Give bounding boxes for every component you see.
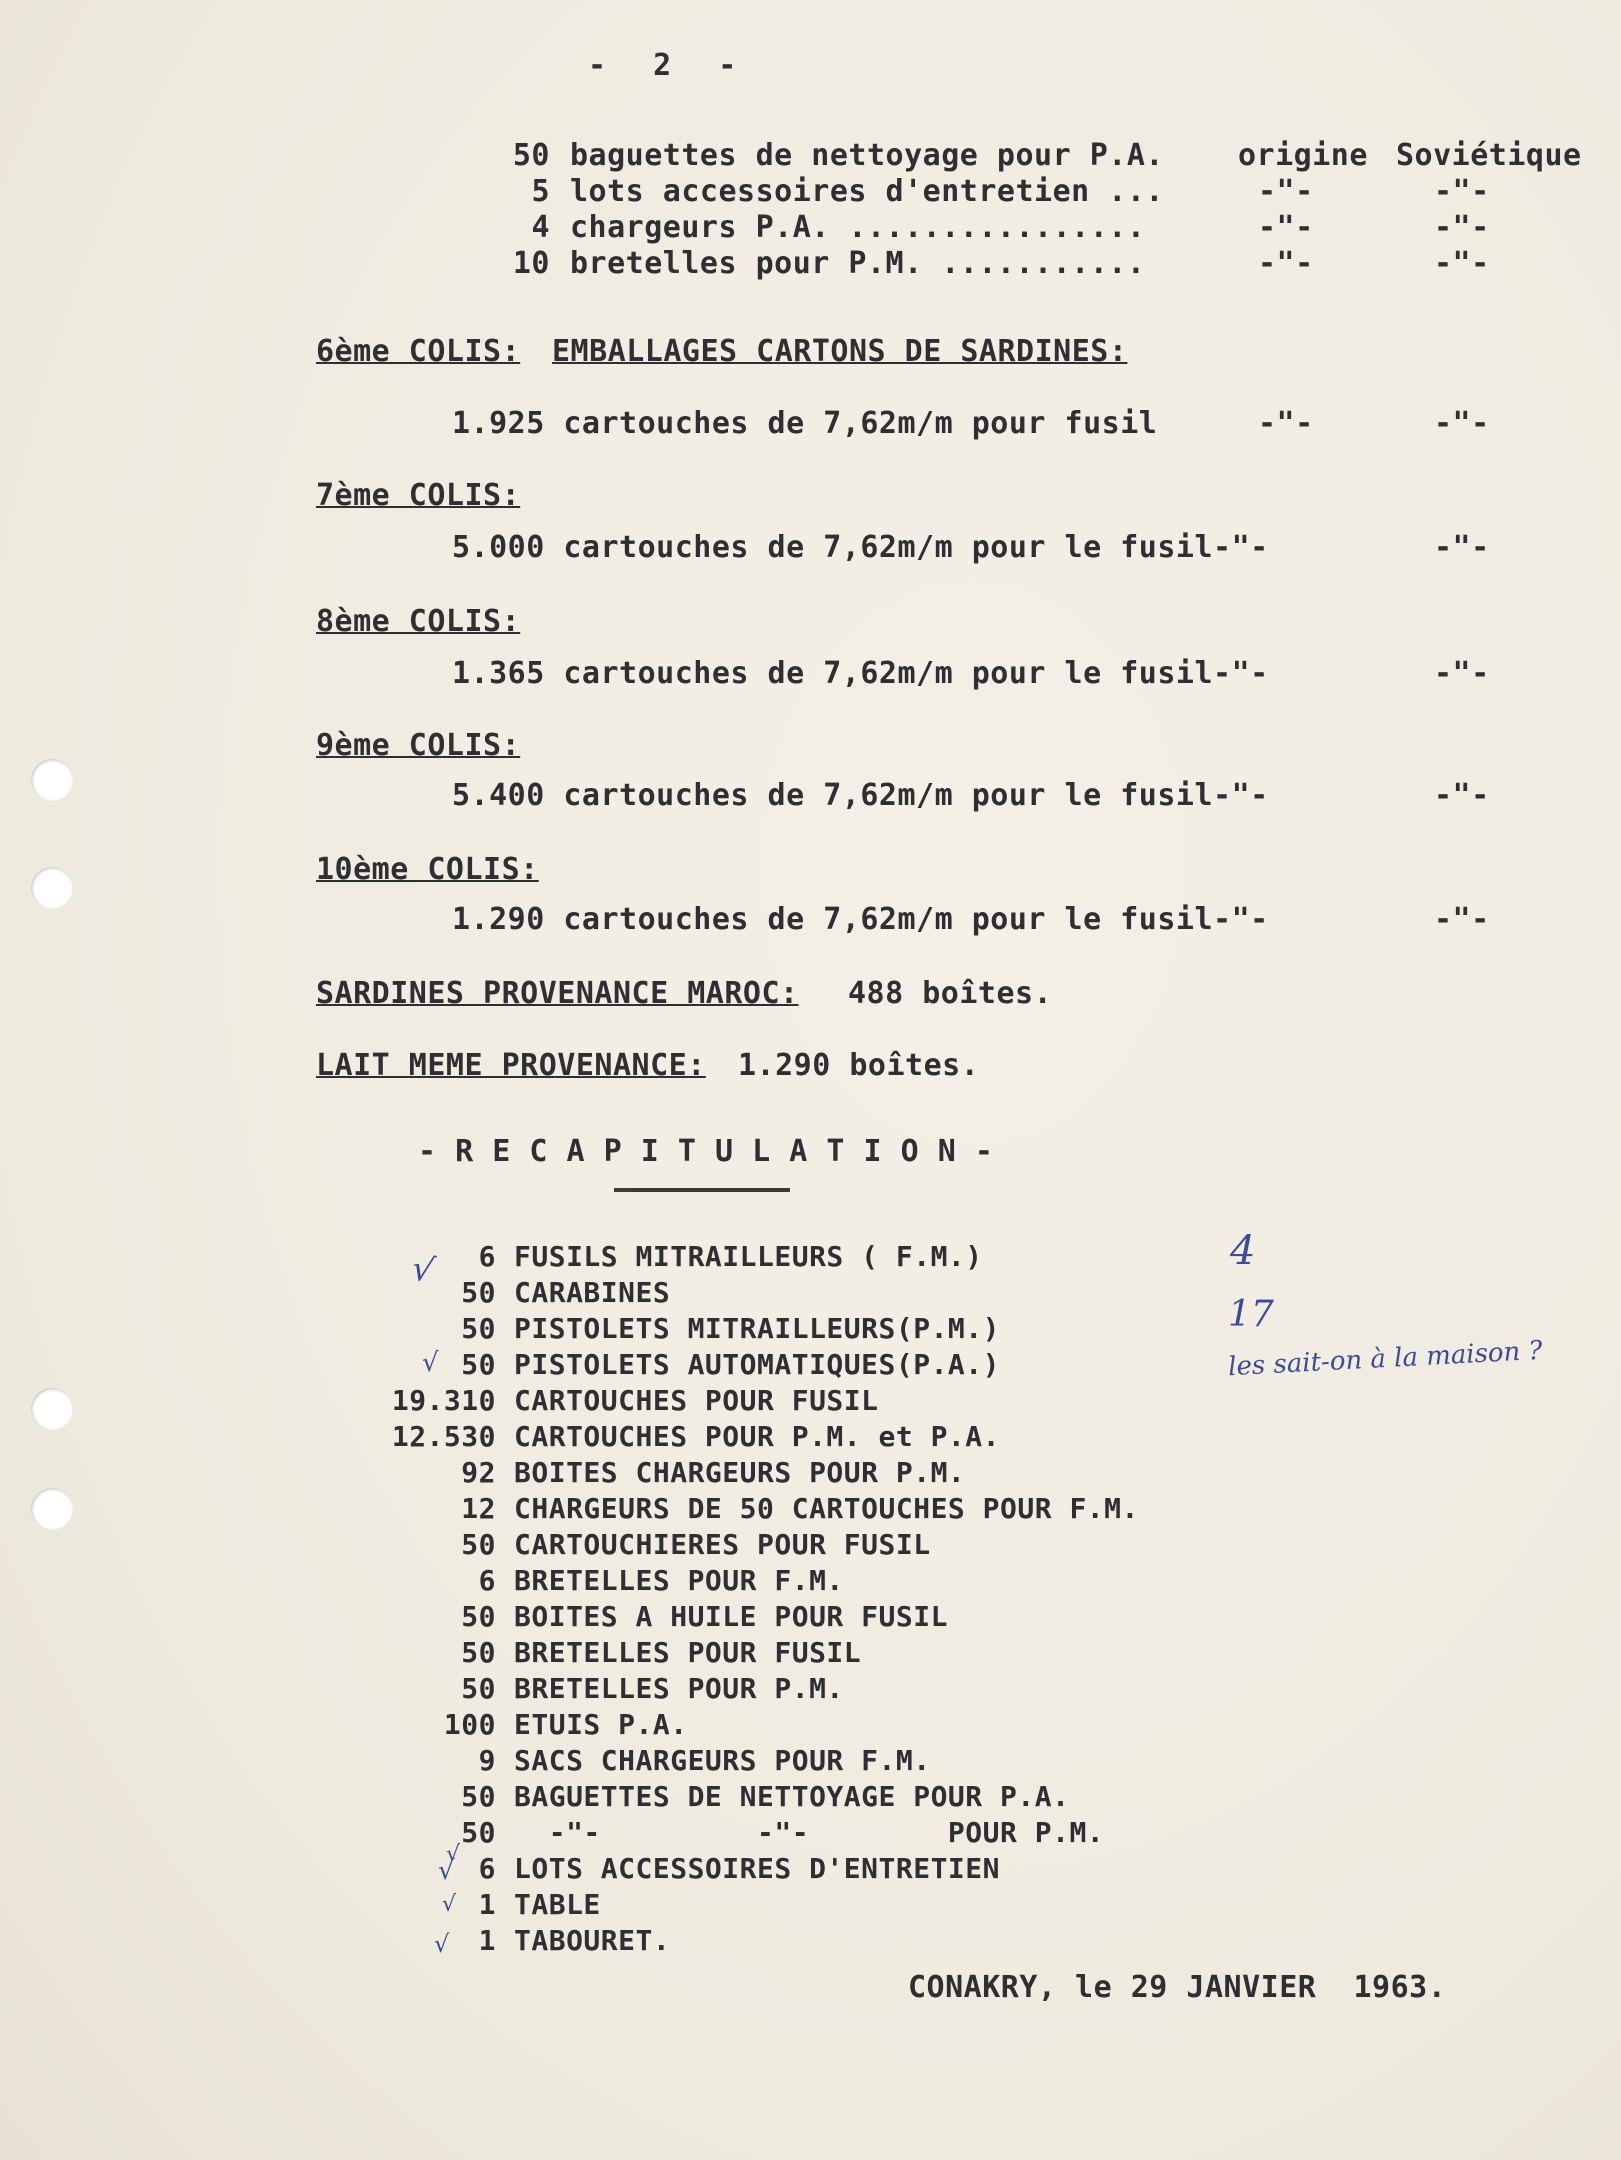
- punch-hole: [31, 1488, 73, 1530]
- top-item-qty: 50: [512, 138, 550, 173]
- top-item-col1: origine: [1238, 138, 1368, 173]
- sardines-value: 488 boîtes.: [848, 976, 1053, 1011]
- colis-line: 1.365 cartouches de 7,62m/m pour le fusil-"-: [452, 656, 1269, 691]
- recap-desc: CHARGEURS DE 50 CARTOUCHES POUR F.M.: [514, 1492, 1139, 1525]
- recap-qty: 6: [478, 1240, 496, 1273]
- recap-desc: -"- -"- POUR P.M.: [514, 1816, 1105, 1849]
- check-mark: √: [422, 1348, 439, 1378]
- recap-qty: 50: [461, 1780, 496, 1813]
- check-mark: √: [446, 1842, 461, 1867]
- recap-qty: 12.530: [391, 1420, 496, 1453]
- recap-qty: 12: [461, 1492, 496, 1525]
- colis-line: 1.290 cartouches de 7,62m/m pour le fusil-"-: [452, 902, 1269, 937]
- colis-col2: -"-: [1434, 902, 1490, 937]
- colis-label: 8ème COLIS:: [316, 604, 521, 639]
- colis-6-line: 1.925 cartouches de 7,62m/m pour fusil: [452, 406, 1158, 441]
- recap-qty: 1: [478, 1924, 496, 1957]
- check-mark: √: [408, 1248, 438, 1292]
- top-item-desc: lots accessoires d'entretien ...: [570, 174, 1164, 209]
- top-item-col1: -"-: [1258, 210, 1314, 245]
- colis-label: 9ème COLIS:: [316, 728, 521, 763]
- top-item-desc: bretelles pour P.M. ...........: [570, 246, 1146, 281]
- top-item-col1: -"-: [1258, 246, 1314, 281]
- recap-qty: 50: [461, 1312, 496, 1345]
- recap-desc: PISTOLETS AUTOMATIQUES(P.A.): [514, 1348, 1001, 1381]
- recap-desc: FUSILS MITRAILLEURS ( F.M.): [514, 1240, 983, 1273]
- top-item-qty: 10: [512, 246, 550, 281]
- place-date-line: CONAKRY, le 29 JANVIER 1963.: [908, 1970, 1447, 2005]
- top-item-qty: 5: [531, 174, 550, 209]
- top-item-col2: -"-: [1434, 246, 1490, 281]
- recap-desc: LOTS ACCESSOIRES D'ENTRETIEN: [514, 1852, 1001, 1885]
- recap-qty: 1: [478, 1888, 496, 1921]
- colis-6-packaging: EMBALLAGES CARTONS DE SARDINES:: [552, 334, 1128, 369]
- recap-desc: BRETELLES POUR F.M.: [514, 1564, 844, 1597]
- recap-title: - R E C A P I T U L A T I O N -: [418, 1134, 994, 1169]
- colis-6-col1: -"-: [1258, 406, 1314, 441]
- check-mark: √: [434, 1930, 450, 1958]
- recap-qty: 6: [478, 1564, 496, 1597]
- top-item-col2: -"-: [1434, 174, 1490, 209]
- recap-qty: 50: [461, 1636, 496, 1669]
- recap-desc: SACS CHARGEURS POUR F.M.: [514, 1744, 931, 1777]
- recap-qty: 19.310: [391, 1384, 496, 1417]
- colis-label: 7ème COLIS:: [316, 478, 521, 513]
- recap-title-rule: [614, 1188, 790, 1192]
- recap-qty: 50: [461, 1276, 496, 1309]
- recap-desc: PISTOLETS MITRAILLEURS(P.M.): [514, 1312, 1001, 1345]
- recap-desc: TABOURET.: [514, 1924, 671, 1957]
- recap-desc: BAGUETTES DE NETTOYAGE POUR P.A.: [514, 1780, 1070, 1813]
- recap-desc: BRETELLES POUR FUSIL: [514, 1636, 862, 1669]
- recap-qty: 6: [478, 1852, 496, 1885]
- recap-qty: 50: [461, 1528, 496, 1561]
- recap-desc: ETUIS P.A.: [514, 1708, 688, 1741]
- handwritten-note: les sait-on à la maison ?: [1227, 1335, 1544, 1383]
- colis-label: 10ème COLIS:: [316, 852, 539, 887]
- punch-hole: [31, 1388, 73, 1430]
- recap-desc: CARTOUCHES POUR FUSIL: [514, 1384, 879, 1417]
- sardines-label: SARDINES PROVENANCE MAROC:: [316, 976, 799, 1011]
- colis-line: 5.000 cartouches de 7,62m/m pour le fusil-"-: [452, 530, 1269, 565]
- recap-desc: TABLE: [514, 1888, 601, 1921]
- page-number: - 2 -: [588, 48, 737, 83]
- recap-qty: 100: [443, 1708, 496, 1741]
- recap-qty: 50: [461, 1816, 496, 1849]
- check-mark: √: [442, 1892, 457, 1917]
- recap-desc: CARTOUCHES POUR P.M. et P.A.: [514, 1420, 1001, 1453]
- top-item-desc: chargeurs P.A. ................: [570, 210, 1146, 245]
- colis-col2: -"-: [1434, 530, 1490, 565]
- top-item-col1: -"-: [1258, 174, 1314, 209]
- colis-6-label: 6ème COLIS:: [316, 334, 521, 369]
- colis-line: 5.400 cartouches de 7,62m/m pour le fusil-"-: [452, 778, 1269, 813]
- lait-value: 1.290 boîtes.: [738, 1048, 980, 1083]
- punch-hole: [31, 759, 73, 801]
- recap-qty: 50: [461, 1600, 496, 1633]
- recap-qty: 50: [461, 1672, 496, 1705]
- colis-col2: -"-: [1434, 778, 1490, 813]
- check-mark: √: [438, 1856, 455, 1886]
- handwritten-number: 17: [1228, 1294, 1274, 1335]
- punch-hole: [31, 867, 73, 909]
- colis-col2: -"-: [1434, 656, 1490, 691]
- recap-desc: CARABINES: [514, 1276, 671, 1309]
- recap-desc: BOITES A HUILE POUR FUSIL: [514, 1600, 948, 1633]
- colis-6-col2: -"-: [1434, 406, 1490, 441]
- top-item-col2: Soviétique: [1396, 138, 1582, 173]
- top-item-qty: 4: [531, 210, 550, 245]
- top-item-col2: -"-: [1434, 210, 1490, 245]
- recap-qty: 9: [478, 1744, 496, 1777]
- top-item-desc: baguettes de nettoyage pour P.A.: [570, 138, 1164, 173]
- handwritten-number: 4: [1230, 1228, 1256, 1274]
- recap-qty: 92: [461, 1456, 496, 1489]
- recap-desc: CARTOUCHIERES POUR FUSIL: [514, 1528, 931, 1561]
- recap-qty: 50: [461, 1348, 496, 1381]
- recap-desc: BOITES CHARGEURS POUR P.M.: [514, 1456, 966, 1489]
- lait-label: LAIT MEME PROVENANCE:: [316, 1048, 706, 1083]
- recap-desc: BRETELLES POUR P.M.: [514, 1672, 844, 1705]
